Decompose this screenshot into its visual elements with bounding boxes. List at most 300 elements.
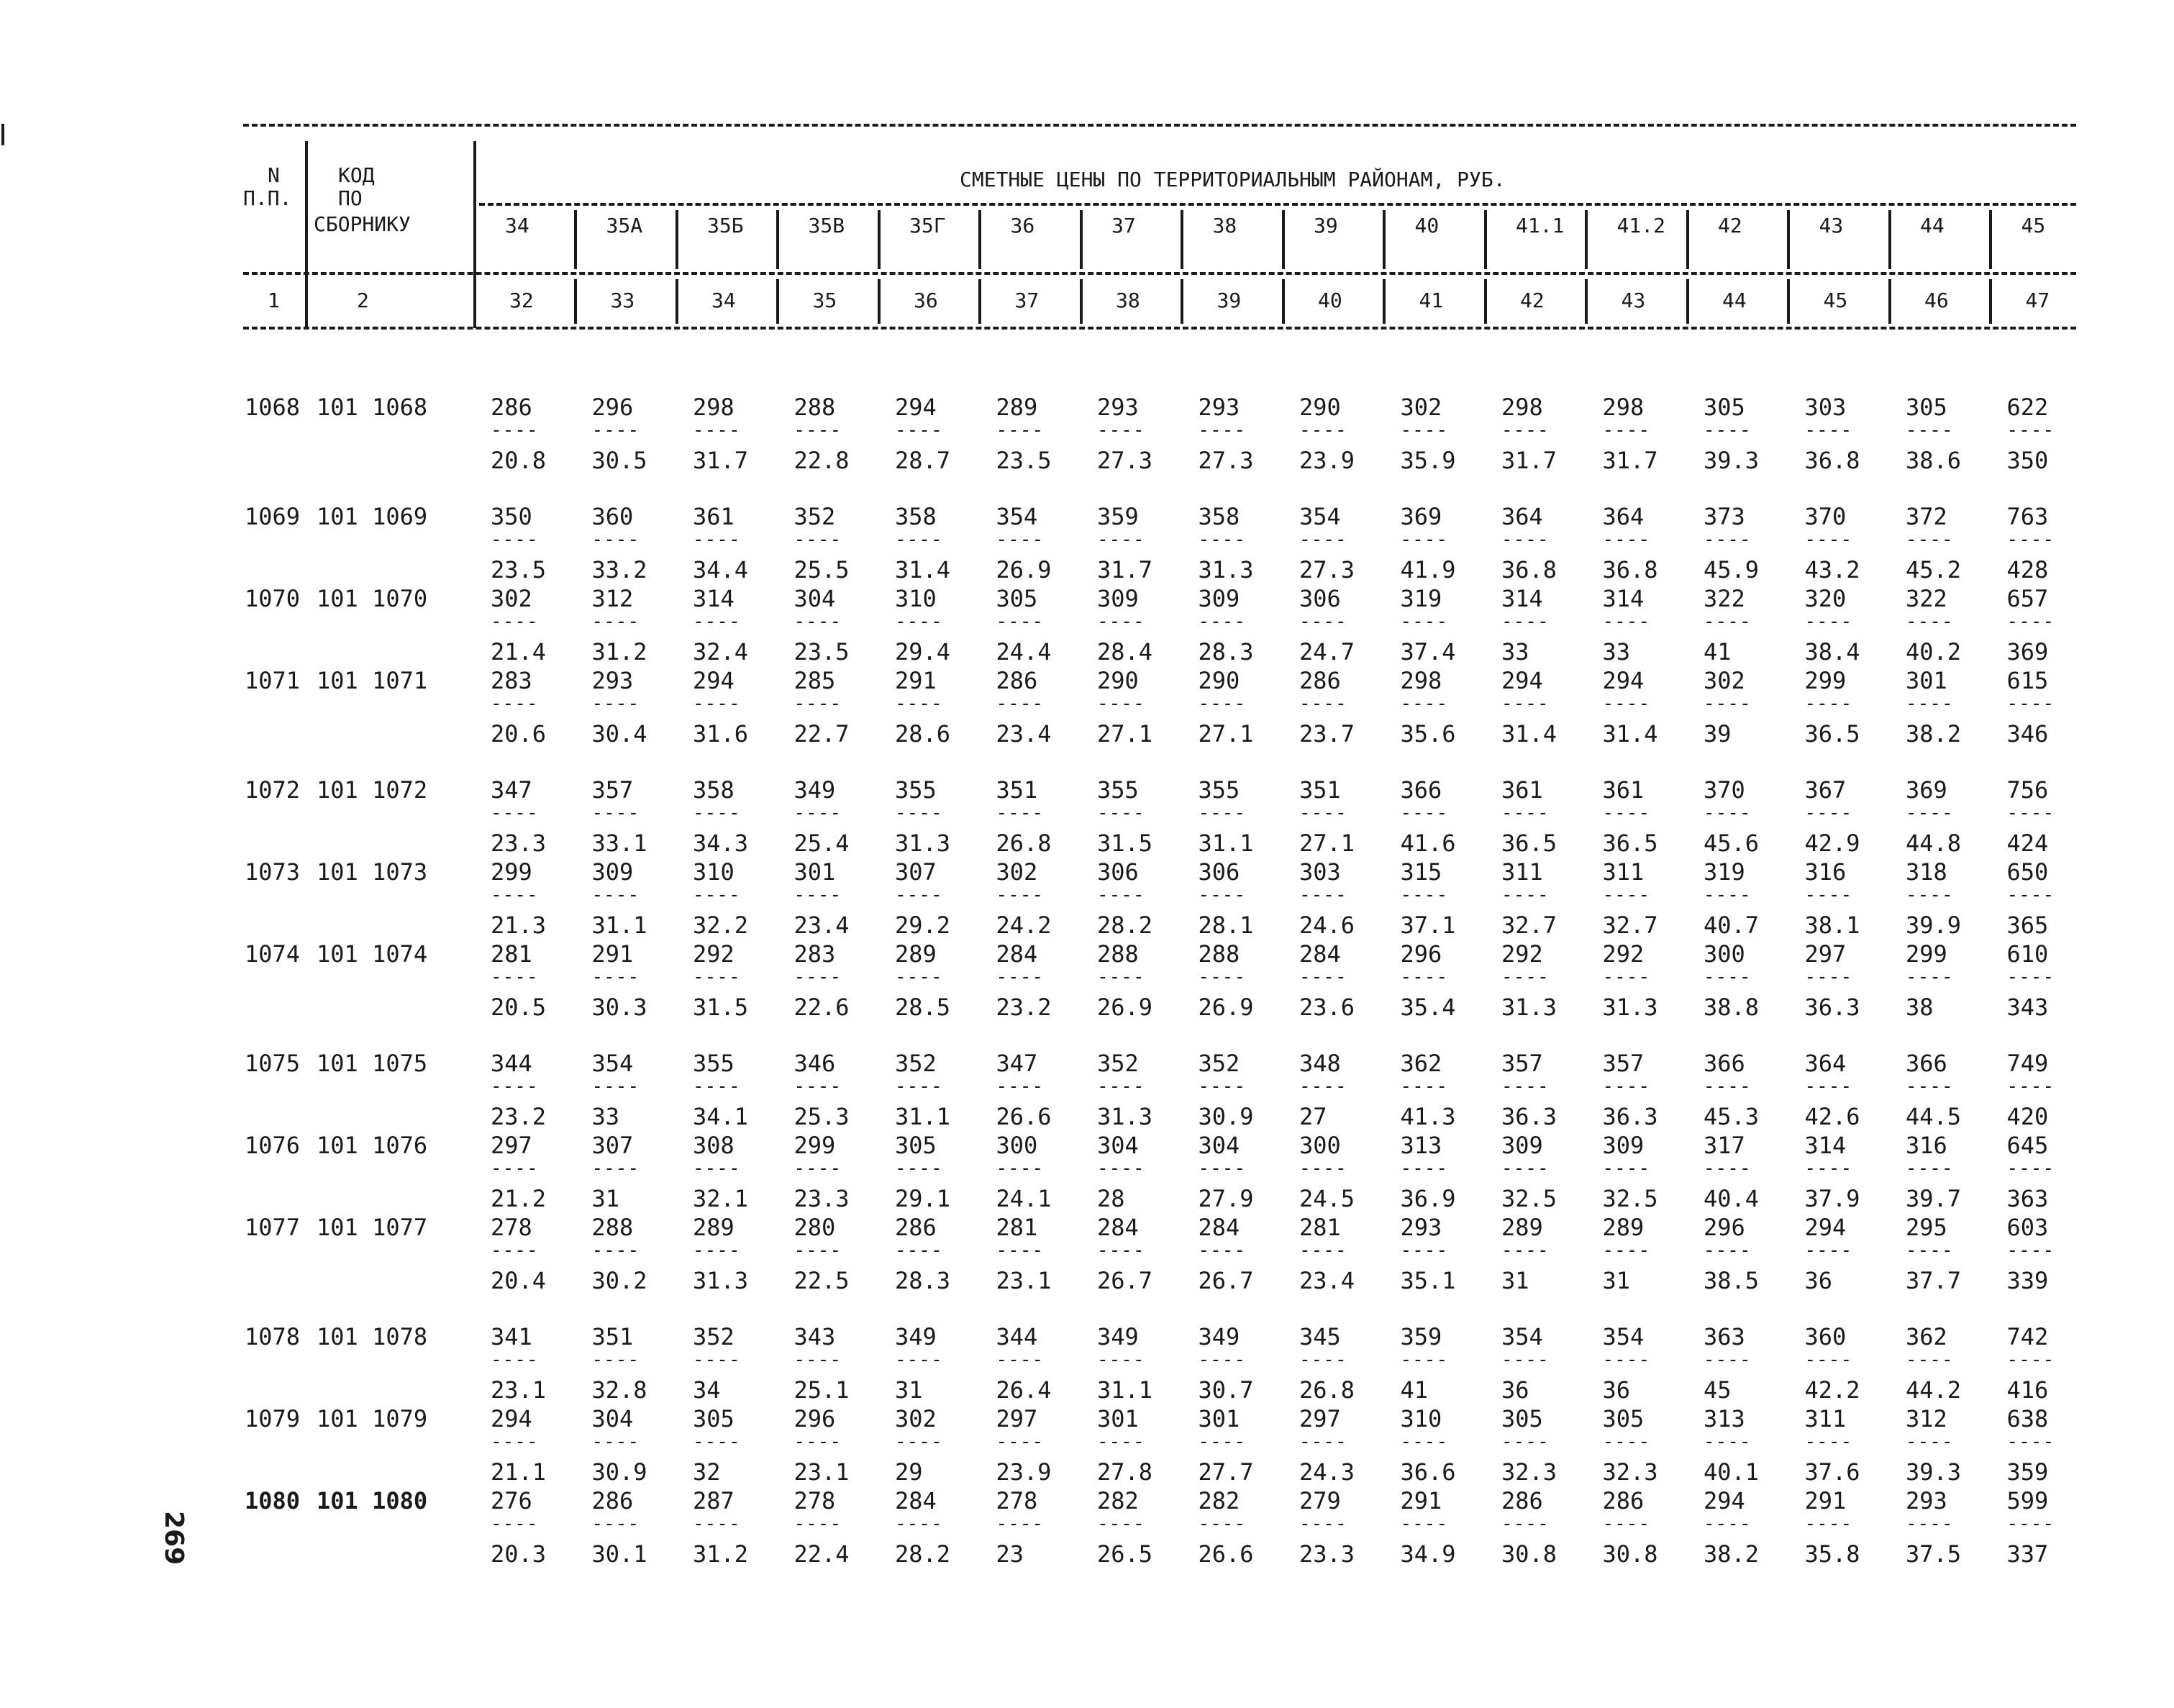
price-value: 610: [2006, 940, 2049, 968]
row-number: 1074: [245, 940, 301, 968]
price-value: 349: [1097, 1323, 1139, 1350]
district-separator: [1989, 279, 1992, 324]
fraction-bar: ----: [693, 529, 741, 550]
labor-value: 37.6: [1804, 1458, 1860, 1486]
fraction-bar: ----: [1704, 529, 1752, 550]
column-number: 2: [357, 289, 369, 312]
labor-value: 31.6: [693, 720, 749, 748]
fraction-bar: ----: [895, 1431, 943, 1453]
fraction-bar: ----: [491, 1158, 539, 1179]
district-separator: [1585, 279, 1588, 324]
header-rule-3: [243, 272, 2076, 275]
price-value: 749: [2006, 1050, 2049, 1077]
labor-value: 38.1: [1804, 912, 1860, 939]
fraction-bar: ----: [1299, 1431, 1347, 1453]
price-value: 278: [793, 1487, 836, 1514]
fraction-bar: ----: [2006, 884, 2055, 906]
price-value: 309: [591, 858, 634, 886]
fraction-bar: ----: [591, 693, 640, 714]
price-value: 355: [1097, 776, 1139, 804]
labor-value: 31.3: [1602, 994, 1658, 1021]
fraction-bar: ----: [693, 1076, 741, 1097]
fraction-bar: ----: [693, 1431, 741, 1453]
price-value: 281: [996, 1214, 1038, 1241]
fraction-bar: ----: [1400, 1158, 1449, 1179]
price-value: 298: [1602, 394, 1645, 421]
fraction-bar: ----: [491, 884, 539, 906]
fraction-bar: ----: [591, 611, 640, 632]
labor-value: 20.8: [491, 447, 547, 474]
price-value: 290: [1198, 667, 1240, 694]
fraction-bar: ----: [793, 884, 842, 906]
price-value: 288: [793, 394, 836, 421]
price-value: 650: [2006, 858, 2049, 886]
fraction-bar: ----: [1704, 611, 1752, 632]
price-value: 316: [1804, 858, 1847, 886]
fraction-bar: ----: [1602, 693, 1651, 714]
fraction-bar: ----: [1400, 1240, 1449, 1261]
fraction-bar: ----: [1906, 529, 1954, 550]
price-value: 314: [1501, 585, 1543, 612]
labor-value: 31.7: [693, 447, 749, 474]
fraction-bar: ----: [693, 1513, 741, 1535]
fraction-bar: ----: [895, 693, 943, 714]
labor-value: 23.6: [1299, 994, 1355, 1021]
price-value: 299: [793, 1132, 836, 1159]
price-value: 286: [996, 667, 1038, 694]
labor-value: 30.1: [591, 1540, 647, 1568]
fraction-bar: ----: [1804, 419, 1853, 441]
fraction-bar: ----: [491, 529, 539, 550]
fraction-bar: ----: [2006, 802, 2055, 824]
labor-value: 23.9: [996, 1458, 1052, 1486]
labor-value: 40.4: [1704, 1185, 1760, 1212]
fraction-bar: ----: [1198, 884, 1247, 906]
price-value: 292: [1501, 940, 1543, 968]
labor-value: 26.8: [1299, 1376, 1355, 1404]
labor-value: 39: [1704, 720, 1732, 748]
labor-value: 27.1: [1198, 720, 1254, 748]
fraction-bar: ----: [1906, 1431, 1954, 1453]
price-value: 286: [591, 1487, 634, 1514]
labor-value: 31.5: [1097, 830, 1153, 857]
price-value: 347: [996, 1050, 1038, 1077]
labor-value: 26.6: [996, 1103, 1052, 1130]
price-value: 293: [1097, 394, 1139, 421]
labor-value: 31: [1602, 1267, 1631, 1294]
labor-value: 37.7: [1906, 1267, 1962, 1294]
labor-value: 27.8: [1097, 1458, 1153, 1486]
fraction-bar: ----: [591, 529, 640, 550]
header-rule-2: [479, 203, 2076, 206]
district-header: 38: [1212, 214, 1237, 237]
labor-value: 23.9: [1299, 447, 1355, 474]
fraction-bar: ----: [2006, 611, 2055, 632]
fraction-bar: ----: [793, 1158, 842, 1179]
fraction-bar: ----: [793, 611, 842, 632]
price-value: 283: [491, 667, 532, 694]
price-value: 299: [1804, 667, 1847, 694]
fraction-bar: ----: [1501, 529, 1550, 550]
district-header: 45: [2021, 214, 2046, 237]
page-number: 269: [159, 1511, 188, 1566]
price-value: 756: [2006, 776, 2049, 804]
labor-value: 25.3: [793, 1103, 850, 1130]
labor-value: 31.7: [1602, 447, 1658, 474]
price-value: 293: [1400, 1214, 1442, 1241]
labor-value: 33: [591, 1103, 620, 1130]
labor-value: 31.1: [895, 1103, 951, 1130]
fraction-bar: ----: [1198, 1513, 1247, 1535]
price-value: 362: [1906, 1323, 1947, 1350]
fraction-bar: ----: [1501, 1513, 1550, 1535]
labor-value: 30.3: [591, 994, 647, 1021]
labor-value: 31.3: [693, 1267, 749, 1294]
price-value: 305: [1906, 394, 1947, 421]
labor-value: 30.5: [591, 447, 647, 474]
fraction-bar: ----: [2006, 693, 2055, 714]
labor-value: 31.3: [1198, 556, 1254, 583]
labor-value: 39.7: [1906, 1185, 1962, 1212]
header-vertical-rule-2: [473, 141, 476, 328]
labor-value: 23.3: [793, 1185, 850, 1212]
labor-value: 31.7: [1097, 556, 1153, 583]
labor-value: 27.1: [1299, 830, 1355, 857]
fraction-bar: ----: [895, 529, 943, 550]
price-value: 354: [591, 1050, 634, 1077]
district-separator: [1888, 279, 1891, 324]
labor-value: 31: [591, 1185, 620, 1212]
row-number: 1075: [245, 1050, 301, 1077]
labor-value: 45.2: [1906, 556, 1962, 583]
price-value: 366: [1704, 1050, 1745, 1077]
fraction-bar: ----: [793, 419, 842, 441]
labor-value: 27.3: [1299, 556, 1355, 583]
labor-value: 40.2: [1906, 638, 1962, 666]
fraction-bar: ----: [1299, 419, 1347, 441]
price-value: 297: [491, 1132, 532, 1159]
row-code: 101 1073: [317, 858, 428, 886]
labor-value: 43.2: [1804, 556, 1860, 583]
district-header: 35В: [808, 214, 845, 237]
fraction-bar: ----: [996, 966, 1045, 988]
fraction-bar: ----: [591, 1513, 640, 1535]
price-value: 288: [1198, 940, 1240, 968]
price-value: 283: [793, 940, 836, 968]
price-value: 297: [1299, 1405, 1341, 1432]
fraction-bar: ----: [996, 693, 1045, 714]
price-value: 313: [1704, 1405, 1745, 1432]
district-separator: [1484, 279, 1487, 324]
fraction-bar: ----: [1400, 611, 1449, 632]
column-number: 36: [914, 289, 938, 312]
price-value: 296: [1704, 1214, 1745, 1241]
column-number: 33: [610, 289, 635, 312]
price-value: 361: [1602, 776, 1645, 804]
fraction-bar: ----: [1602, 529, 1651, 550]
fraction-bar: ----: [491, 1349, 539, 1371]
district-header: 36: [1010, 214, 1035, 237]
district-separator: [776, 210, 779, 269]
district-separator: [1080, 279, 1083, 324]
fraction-bar: ----: [793, 1349, 842, 1371]
price-value: 308: [693, 1132, 734, 1159]
fraction-bar: ----: [1906, 884, 1954, 906]
district-separator: [676, 210, 678, 269]
column-number: 32: [509, 289, 534, 312]
price-value: 301: [1097, 1405, 1139, 1432]
fraction-bar: ----: [1804, 884, 1853, 906]
fraction-bar: ----: [693, 884, 741, 906]
labor-value: 27.1: [1097, 720, 1153, 748]
fraction-bar: ----: [1299, 1349, 1347, 1371]
fraction-bar: ----: [1097, 1240, 1145, 1261]
district-header: 34: [505, 214, 529, 237]
labor-value: 30.2: [591, 1267, 647, 1294]
fraction-bar: ----: [491, 693, 539, 714]
price-value: 314: [693, 585, 734, 612]
district-separator: [878, 210, 881, 269]
column-number: 44: [1722, 289, 1747, 312]
row-code: 101 1071: [317, 667, 428, 694]
labor-value: 31.1: [1198, 830, 1254, 857]
labor-value: 28.5: [895, 994, 951, 1021]
row-number: 1080: [245, 1487, 301, 1514]
n-label: N: [268, 163, 280, 187]
fraction-bar: ----: [1400, 966, 1449, 988]
fraction-bar: ----: [2006, 1513, 2055, 1535]
fraction-bar: ----: [2006, 419, 2055, 441]
labor-value: 31.3: [1097, 1103, 1153, 1130]
labor-value: 31.1: [591, 912, 647, 939]
fraction-bar: ----: [1097, 884, 1145, 906]
fraction-bar: ----: [1906, 1349, 1954, 1371]
fraction-bar: ----: [1501, 693, 1550, 714]
labor-value: 32.3: [1602, 1458, 1658, 1486]
fraction-bar: ----: [1804, 966, 1853, 988]
labor-value: 28.2: [1097, 912, 1153, 939]
labor-value: 36.8: [1602, 556, 1658, 583]
labor-value: 39.3: [1906, 1458, 1962, 1486]
fraction-bar: ----: [1400, 529, 1449, 550]
price-value: 282: [1097, 1487, 1139, 1514]
column-number: 42: [1520, 289, 1545, 312]
labor-value: 32.7: [1602, 912, 1658, 939]
price-value: 645: [2006, 1132, 2049, 1159]
fraction-bar: ----: [1400, 1431, 1449, 1453]
price-value: 359: [1097, 503, 1139, 530]
labor-value: 22.7: [793, 720, 850, 748]
labor-value: 24.6: [1299, 912, 1355, 939]
fraction-bar: ----: [996, 611, 1045, 632]
labor-value: 24.1: [996, 1185, 1052, 1212]
labor-value: 31.2: [591, 638, 647, 666]
labor-value: 363: [2006, 1185, 2049, 1212]
column-number: 34: [711, 289, 736, 312]
price-value: 347: [491, 776, 532, 804]
price-value: 278: [491, 1214, 532, 1241]
fraction-bar: ----: [1602, 1076, 1651, 1097]
fraction-bar: ----: [1501, 1240, 1550, 1261]
price-value: 603: [2006, 1214, 2049, 1241]
fraction-bar: ----: [1906, 802, 1954, 824]
district-separator: [1787, 279, 1790, 324]
fraction-bar: ----: [491, 611, 539, 632]
labor-value: 45.6: [1704, 830, 1760, 857]
fraction-bar: ----: [1097, 693, 1145, 714]
labor-value: 23: [996, 1540, 1024, 1568]
price-value: 306: [1299, 585, 1341, 612]
price-value: 354: [996, 503, 1038, 530]
fraction-bar: ----: [996, 1349, 1045, 1371]
fraction-bar: ----: [693, 1158, 741, 1179]
price-value: 294: [491, 1405, 532, 1432]
column-number: 41: [1419, 289, 1444, 312]
price-value: 307: [895, 858, 937, 886]
labor-value: 343: [2006, 994, 2049, 1021]
price-value: 303: [1804, 394, 1847, 421]
labor-value: 36.9: [1400, 1185, 1456, 1212]
price-value: 294: [1804, 1214, 1847, 1241]
header-vertical-rule-1: [305, 141, 308, 328]
row-code: 101 1077: [317, 1214, 428, 1241]
labor-value: 30.7: [1198, 1376, 1254, 1404]
price-value: 311: [1804, 1405, 1847, 1432]
price-value: 291: [591, 940, 634, 968]
fraction-bar: ----: [1299, 693, 1347, 714]
district-separator: [878, 279, 881, 324]
fraction-bar: ----: [1906, 1158, 1954, 1179]
labor-value: 42.2: [1804, 1376, 1860, 1404]
price-value: 290: [1299, 394, 1341, 421]
fraction-bar: ----: [591, 419, 640, 441]
fraction-bar: ----: [793, 966, 842, 988]
district-separator: [1282, 210, 1285, 269]
price-value: 361: [693, 503, 734, 530]
fraction-bar: ----: [793, 529, 842, 550]
labor-value: 21.4: [491, 638, 547, 666]
kod-label-line3: СБОРНИКУ: [314, 212, 411, 236]
fraction-bar: ----: [996, 1240, 1045, 1261]
labor-value: 23.3: [491, 830, 547, 857]
price-value: 278: [996, 1487, 1038, 1514]
labor-value: 38.6: [1906, 447, 1962, 474]
labor-value: 28.7: [895, 447, 951, 474]
fraction-bar: ----: [693, 611, 741, 632]
labor-value: 23.5: [793, 638, 850, 666]
labor-value: 41.9: [1400, 556, 1456, 583]
labor-value: 36.8: [1804, 447, 1860, 474]
price-value: 286: [895, 1214, 937, 1241]
fraction-bar: ----: [1602, 611, 1651, 632]
labor-value: 25.1: [793, 1376, 850, 1404]
labor-value: 27.3: [1097, 447, 1153, 474]
labor-value: 33: [1501, 638, 1529, 666]
fraction-bar: ----: [1198, 1158, 1247, 1179]
labor-value: 23.5: [996, 447, 1052, 474]
fraction-bar: ----: [1704, 1240, 1752, 1261]
labor-value: 34: [693, 1376, 721, 1404]
price-value: 296: [591, 394, 634, 421]
price-value: 309: [1501, 1132, 1543, 1159]
fraction-bar: ----: [996, 802, 1045, 824]
price-value: 305: [1602, 1405, 1645, 1432]
fraction-bar: ----: [996, 1431, 1045, 1453]
labor-value: 337: [2006, 1540, 2049, 1568]
price-value: 367: [1804, 776, 1847, 804]
fraction-bar: ----: [1501, 1158, 1550, 1179]
price-value: 293: [1906, 1487, 1947, 1514]
row-number: 1078: [245, 1323, 301, 1350]
price-value: 350: [491, 503, 532, 530]
fraction-bar: ----: [1602, 419, 1651, 441]
price-value: 301: [1906, 667, 1947, 694]
price-value: 358: [1198, 503, 1240, 530]
price-value: 295: [1906, 1214, 1947, 1241]
district-header: 35Г: [909, 214, 946, 237]
labor-value: 346: [2006, 720, 2049, 748]
fraction-bar: ----: [491, 802, 539, 824]
fraction-bar: ----: [1400, 1076, 1449, 1097]
price-value: 370: [1804, 503, 1847, 530]
row-number: 1069: [245, 503, 301, 530]
fraction-bar: ----: [1804, 802, 1853, 824]
price-value: 290: [1097, 667, 1139, 694]
price-value: 351: [996, 776, 1038, 804]
column-number: 46: [1924, 289, 1949, 312]
labor-value: 24.7: [1299, 638, 1355, 666]
labor-value: 38.4: [1804, 638, 1860, 666]
fraction-bar: ----: [895, 1513, 943, 1535]
row-code: 101 1070: [317, 585, 428, 612]
price-value: 364: [1602, 503, 1645, 530]
district-separator: [1686, 210, 1689, 269]
fraction-bar: ----: [793, 693, 842, 714]
fraction-bar: ----: [895, 1240, 943, 1261]
district-separator: [574, 210, 577, 269]
labor-value: 33.1: [591, 830, 647, 857]
fraction-bar: ----: [591, 802, 640, 824]
price-value: 302: [491, 585, 532, 612]
labor-value: 26.7: [1097, 1267, 1153, 1294]
header-rule-1: [243, 124, 2076, 127]
column-number: 45: [1823, 289, 1848, 312]
fraction-bar: ----: [1704, 802, 1752, 824]
fraction-bar: ----: [793, 802, 842, 824]
price-value: 305: [1501, 1405, 1543, 1432]
fraction-bar: ----: [1906, 611, 1954, 632]
fraction-bar: ----: [1198, 529, 1247, 550]
fraction-bar: ----: [1501, 1349, 1550, 1371]
price-value: 345: [1299, 1323, 1341, 1350]
fraction-bar: ----: [1198, 966, 1247, 988]
labor-value: 26.7: [1198, 1267, 1254, 1294]
fraction-bar: ----: [895, 611, 943, 632]
fraction-bar: ----: [1804, 1076, 1853, 1097]
fraction-bar: ----: [1906, 419, 1954, 441]
labor-value: 23.1: [996, 1267, 1052, 1294]
column-number: 39: [1216, 289, 1242, 312]
price-value: 279: [1299, 1487, 1341, 1514]
labor-value: 36: [1804, 1267, 1833, 1294]
price-value: 284: [1198, 1214, 1240, 1241]
labor-value: 39.3: [1704, 447, 1760, 474]
price-value: 289: [996, 394, 1038, 421]
fraction-bar: ----: [1704, 966, 1752, 988]
price-value: 319: [1400, 585, 1442, 612]
fraction-bar: ----: [693, 693, 741, 714]
district-header: 44: [1920, 214, 1945, 237]
